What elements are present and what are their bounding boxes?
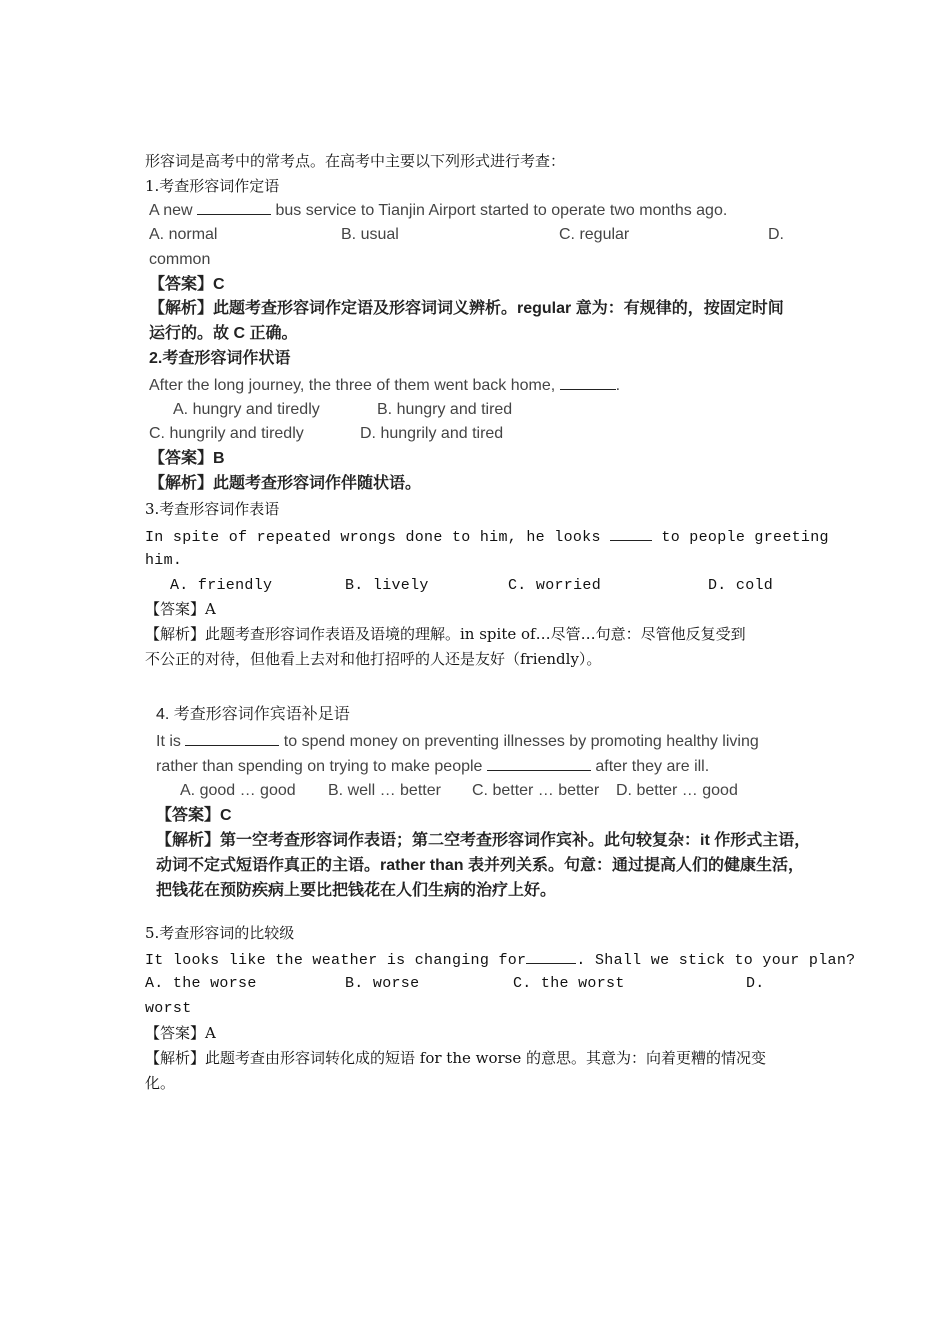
q5-stem-start: It looks like the weather is changing for [145,952,527,969]
q5-option-a: A. the worse [145,975,257,992]
q5-analysis-line2: 化。 [145,1074,176,1092]
q5-blank [526,951,576,964]
q5-option-d-text: worst [145,1000,192,1017]
q4-stem-start: It is [156,733,181,750]
q5-stem [145,951,855,968]
q3-option-b: B. lively [345,577,429,594]
q4-blank-1 [185,733,279,746]
q3-heading: 3.考查形容词作表语 [145,500,280,518]
q3-blank [610,528,652,541]
q3-stem-start: In spite of repeated wrongs done to him, he looks [145,529,601,546]
q5-stem-end: . Shall we stick to your plan? [576,952,856,969]
q4-stem-line1 [156,733,759,750]
q1-analysis-line2: 运行的。故 C 正确。 [149,325,298,342]
q4-stem-end: after they are ill. [595,758,710,775]
q3-option-a: A. friendly [170,577,273,594]
q4-heading: 4. 考查形容词作宾语补足语 [156,706,350,723]
q1-option-b: B. usual [341,226,399,243]
q2-blank [560,377,616,390]
q1-option-c: C. regular [559,226,630,243]
q5-option-d: D. [746,975,765,992]
q2-stem [149,377,620,394]
q4-blank-2 [487,758,591,771]
q3-analysis-line1: 【解析】此题考查形容词作表语及语境的理解。in spite of…尽管…句意：尽管他反复受到 [145,625,746,643]
q2-answer: 【答案】B [149,450,225,467]
q2-stem-end: . [615,377,621,394]
q1-heading: 1.考查形容词作定语 [145,177,280,195]
q5-heading: 5.考查形容词的比较级 [145,924,295,942]
q2-option-b: B. hungry and tired [377,401,513,418]
q3-answer: 【答案】A [145,600,216,618]
q4-option-b: B. well … better [328,782,441,799]
q3-stem-end: to people greeting [661,529,829,546]
q3-stem-continued: him. [145,552,183,569]
q2-heading: 2.考查形容词作状语 [149,350,291,367]
q4-option-a: A. good … good [180,782,296,799]
intro-text: 形容词是高考中的常考点。在高考中主要以下列形式进行考查： [145,152,566,170]
q1-answer: 【答案】C [149,276,225,293]
q4-stem-cont: rather than spending on trying to make people [156,758,483,775]
q5-option-b: B. worse [345,975,420,992]
q3-option-c: C. worried [508,577,602,594]
q4-stem-middle: to spend money on preventing illnesses by promoting healthy living [283,733,759,750]
q4-answer: 【答案】C [156,807,232,824]
q5-analysis-line1: 【解析】此题考查由形容词转化成的短语 for the worse 的意思。其意为：向着更糟的情况变 [145,1049,767,1067]
q1-blank [197,202,271,215]
q2-analysis: 【解析】此题考查形容词作伴随状语。 [149,475,422,492]
q3-analysis-line2: 不公正的对待，但他看上去对和他打招呼的人还是友好（friendly）。 [145,650,602,668]
q4-stem-line2 [156,758,709,775]
q2-option-d: D. hungrily and tired [360,425,504,442]
q1-option-d: D. [768,226,784,243]
q1-option-d-text: common [149,251,211,268]
q1-analysis-line1: 【解析】此题考查形容词作定语及形容词词义辨析。regular 意为：有规律的，按固定时间 [149,300,784,317]
q2-option-c: C. hungrily and tiredly [149,425,304,442]
q3-option-d: D. cold [708,577,774,594]
q1-stem [149,202,727,219]
q1-stem-end: bus service to Tianjin Airport started to operate two months ago. [275,202,728,219]
q4-option-d: D. better … good [616,782,738,799]
q5-option-c: C. the worst [513,975,625,992]
q3-stem [145,528,829,545]
q4-analysis-line1: 【解析】第一空考查形容词作表语；第二空考查形容词作宾补。此句较复杂：it 作形式主语， [156,832,811,849]
q4-option-c: C. better … better [472,782,600,799]
q2-stem-start: After the long journey, the three of them went back home, [149,377,556,394]
q4-analysis-line2: 动词不定式短语作真正的主语。rather than 表并列关系。句意：通过提高人们的健康生活， [156,857,805,874]
q4-analysis-line3: 把钱花在预防疾病上要比把钱花在人们生病的治疗上好。 [156,882,557,899]
q2-option-a: A. hungry and tiredly [173,401,320,418]
q1-option-a: A. normal [149,226,218,243]
q5-answer: 【答案】A [145,1024,216,1042]
q1-stem-start: A new [149,202,193,219]
